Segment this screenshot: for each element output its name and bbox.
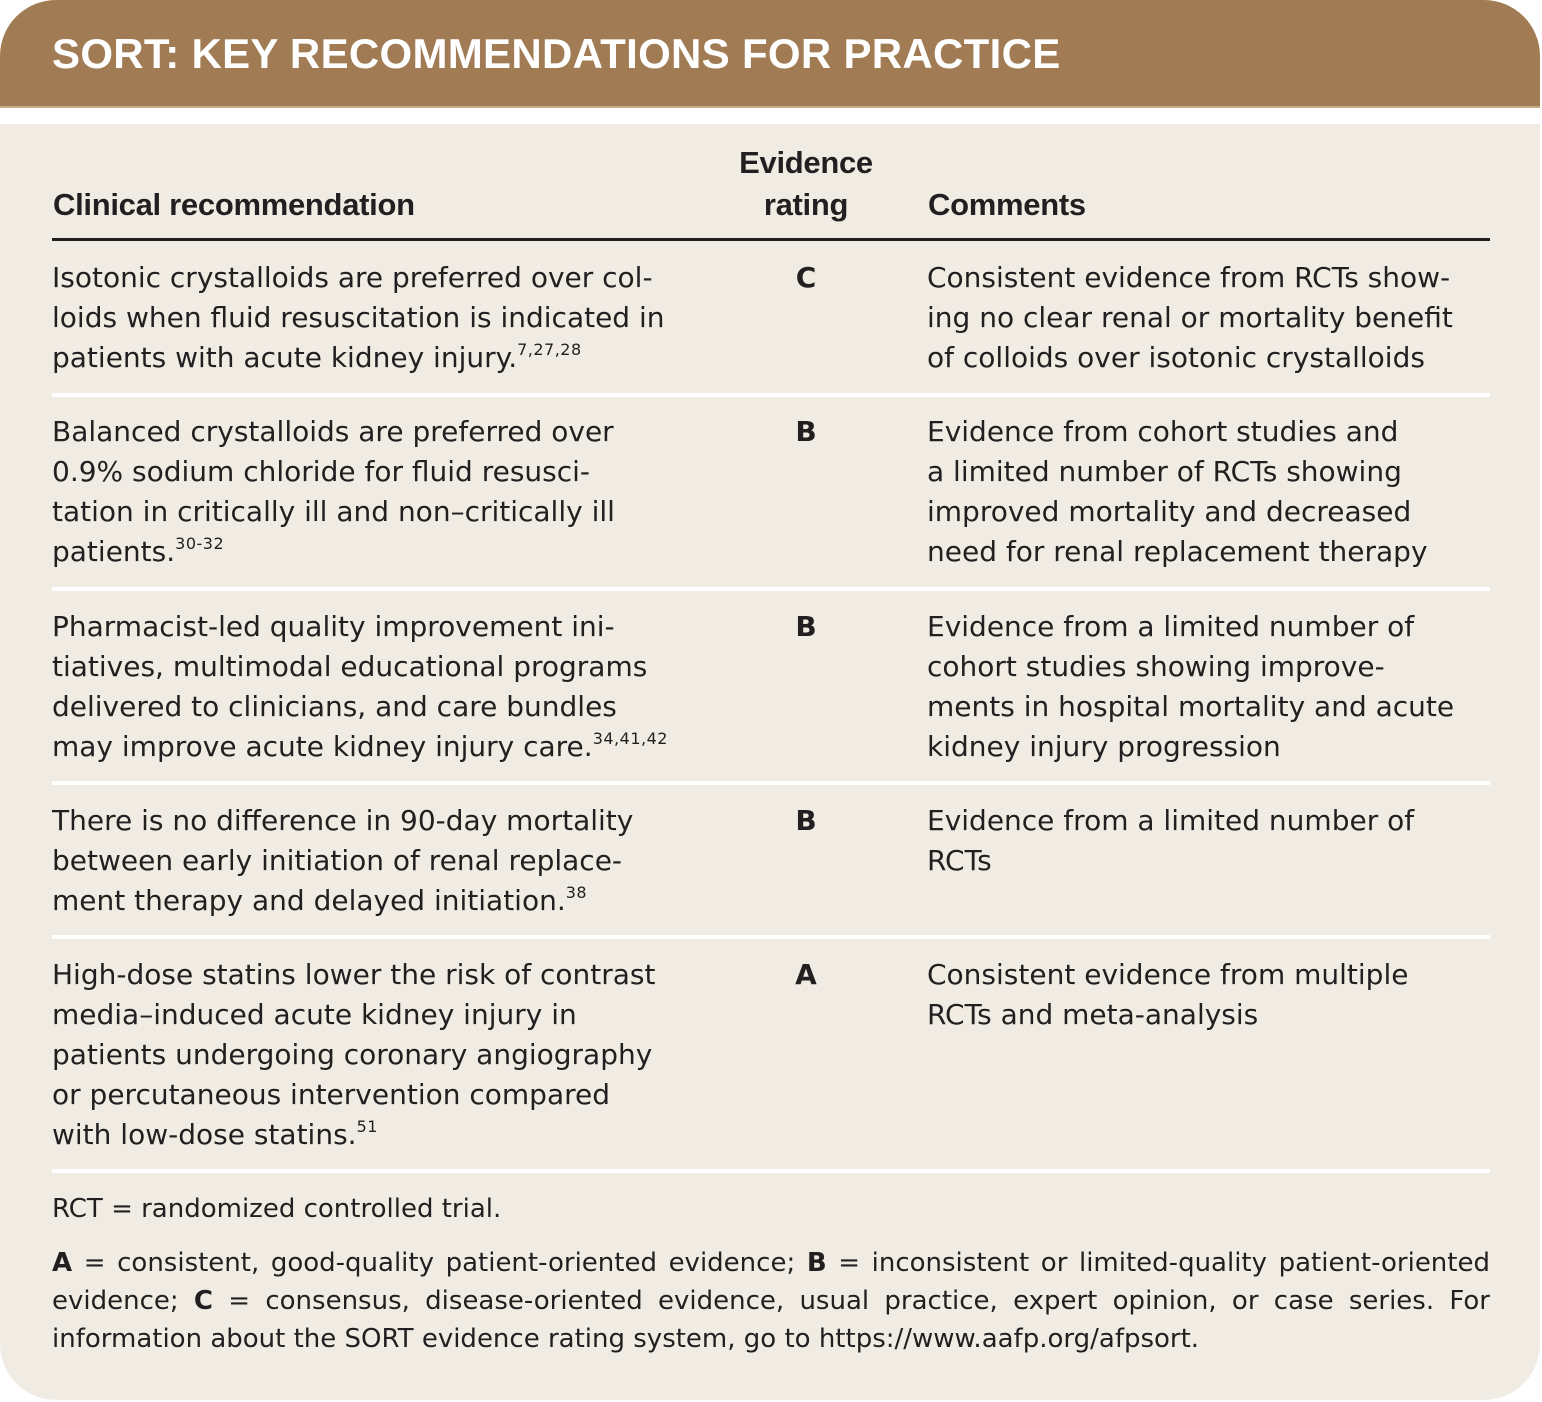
recommendation-text: Pharmacist-led quality improvement ini- tiatives, multimodal educational programs delivered to clinicians, and care bundles may improve acute kidney injury care. [52, 610, 648, 763]
recommendation-cell [52, 955, 712, 1155]
comments-cell: Evidence from cohort studies and a limited number of RCTs showing improved mortality and decreased need for renal replacement therapy [927, 415, 1428, 568]
reference-superscript: 51 [356, 1117, 378, 1136]
abbreviation-footnote: RCT = randomized controlled trial. [52, 1194, 502, 1224]
evidence-rating-cell: C [795, 261, 817, 294]
column-header-evidence-line2: rating [763, 187, 849, 222]
comments-cell: Evidence from a limited number of RCTs [927, 804, 1415, 877]
comments-cell: Consistent evidence from multiple RCTs and meta-analysis [927, 958, 1409, 1031]
row-divider [52, 1169, 1490, 1173]
recommendation-text: High-dose statins lower the risk of contrast media–induced acute kidney injury in patients undergoing coronary angiography or percutaneous intervention compared with low-dose statins. [52, 958, 656, 1151]
row-divider [52, 935, 1490, 939]
column-header-evidence-rating [736, 142, 876, 226]
column-header-comments: Comments [928, 187, 1086, 222]
comments-cell: Evidence from a limited number of cohort studies showing improve- ments in hospital mortality and acute kidney injury progression [927, 610, 1455, 763]
recommendation-text: Balanced crystalloids are preferred over 0.9% sodium chloride for fluid resusci- tation in critically ill and non–critically ill patients. [52, 415, 615, 568]
recommendation-cell [52, 258, 712, 378]
evidence-rating-cell: B [795, 610, 817, 643]
key-letter-b: B [806, 1248, 827, 1278]
key-letter-c: C [193, 1286, 214, 1316]
page-title: SORT: KEY RECOMMENDATIONS FOR PRACTICE [52, 30, 1061, 77]
row-divider [52, 393, 1490, 397]
key-letter-a: A [52, 1248, 73, 1278]
header-divider [52, 238, 1490, 241]
row-divider [52, 781, 1490, 785]
comments-cell: Consistent evidence from RCTs show- ing no clear renal or mortality benefit of colloids over isotonic crystalloids [927, 261, 1453, 374]
key-text-c: = consensus, disease-oriented evidence, usual practice, expert opinion, or case series. For information about the SORT evidence rating system, go to https://www.aafp.org/afpsort. [52, 1286, 1490, 1354]
column-header-recommendation: Clinical recommendation [53, 187, 415, 222]
reference-superscript: 30-32 [175, 534, 225, 553]
key-text-b: = inconsistent or limited-quality patient-oriented evidence; [52, 1248, 1490, 1316]
evidence-key-footnote [52, 1244, 1490, 1358]
evidence-rating-cell: A [795, 958, 817, 991]
recommendation-cell [52, 607, 712, 767]
title-banner [0, 0, 1540, 108]
row-divider [52, 587, 1490, 591]
evidence-rating-cell: B [795, 804, 817, 837]
evidence-rating-cell: B [795, 415, 817, 448]
key-text-a: = consistent, good-quality patient-oriented evidence; [72, 1248, 807, 1278]
column-header-evidence-line1: Evidence [739, 145, 873, 180]
recommendation-text: Isotonic crystalloids are preferred over col- loids when fluid resuscitation is indicated in patients with acute kidney injury. [52, 261, 665, 374]
recommendation-cell [52, 801, 712, 921]
recommendations-panel [0, 124, 1540, 1400]
reference-superscript: 7,27,28 [517, 340, 582, 359]
reference-superscript: 34,41,42 [592, 729, 668, 748]
reference-superscript: 38 [565, 883, 588, 902]
recommendation-cell [52, 412, 712, 572]
recommendation-text: There is no difference in 90-day mortality between early initiation of renal replace- ment therapy and delayed initiation. [52, 804, 634, 917]
